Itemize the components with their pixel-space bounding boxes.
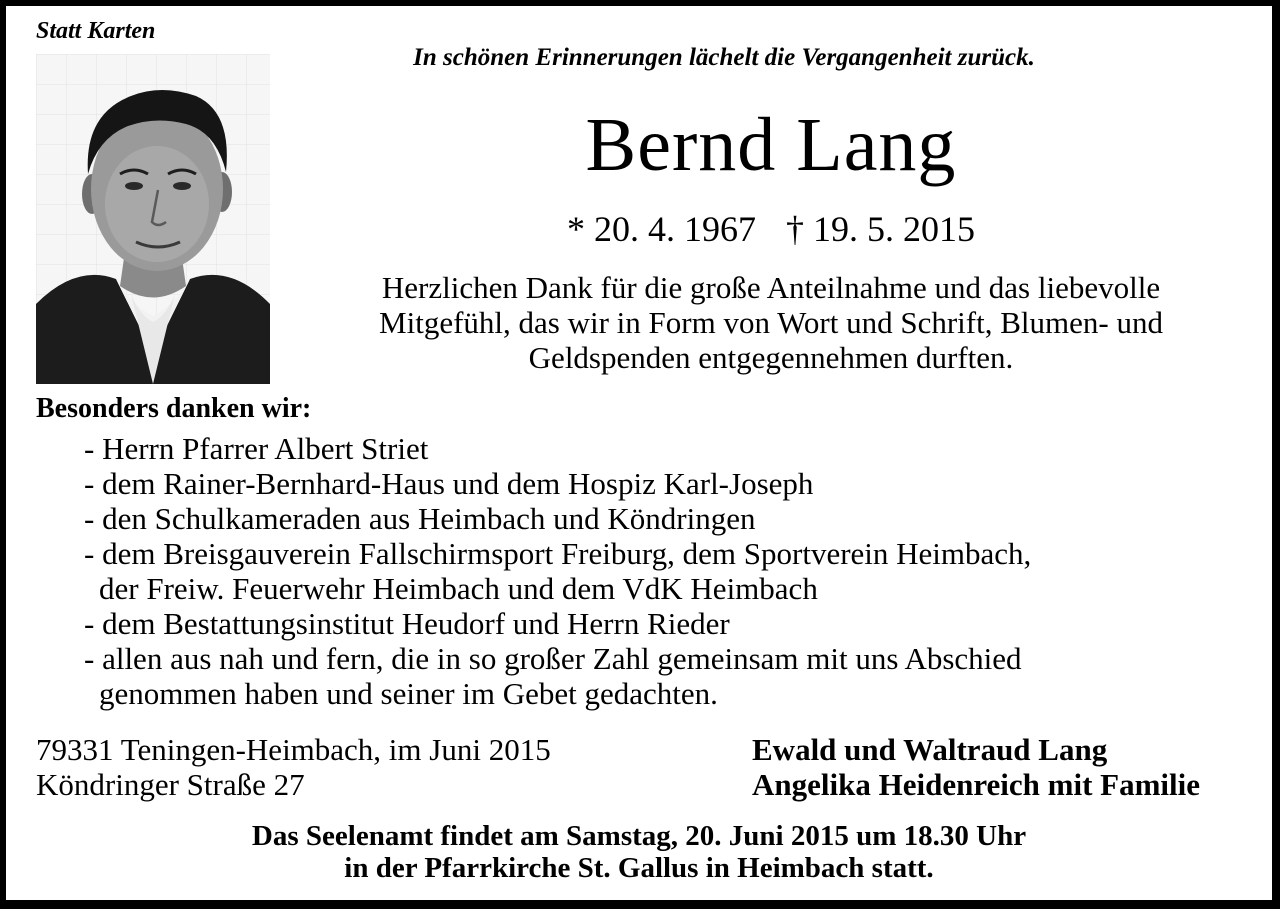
deceased-name: Bernd Lang	[585, 103, 957, 187]
service-notice	[6, 820, 1272, 884]
family-signature	[752, 732, 1200, 802]
address-block	[36, 732, 551, 802]
list-item: - allen aus nah und fern, die in so großer Zahl gemeinsam mit uns Abschied	[84, 641, 1022, 676]
list-item-continuation: genommen haben und seiner im Gebet gedachten.	[99, 676, 718, 711]
thanks-line: Mitgefühl, das wir in Form von Wort und Schrift, Blumen- und	[379, 305, 1163, 340]
list-item: - dem Bestattungsinstitut Heudorf und Herrn Rieder	[84, 606, 730, 641]
life-dates	[336, 208, 1206, 250]
besonders-heading: Besonders danken wir:	[36, 393, 312, 424]
address-line: Köndringer Straße 27	[36, 767, 305, 802]
list-item: - den Schulkameraden aus Heimbach und Köndringen	[84, 501, 756, 536]
family-line: Angelika Heidenreich mit Familie	[752, 767, 1201, 802]
list-item: - Herrn Pfarrer Albert Striet	[84, 431, 429, 466]
service-line: in der Pfarrkirche St. Gallus in Heimbach statt.	[344, 852, 934, 884]
list-item: - dem Breisgauverein Fallschirmsport Freiburg, dem Sportverein Heimbach,	[84, 536, 1032, 571]
obituary-card	[6, 6, 1272, 900]
service-line: Das Seelenamt findet am Samstag, 20. Juni 2015 um 18.30 Uhr	[251, 820, 1027, 852]
portrait-photo	[36, 54, 270, 384]
memorial-quote: In schönen Erinnerungen lächelt die Vergangenheit zurück.	[413, 44, 1035, 71]
list-item: - dem Rainer-Bernhard-Haus und dem Hospiz Karl-Joseph	[84, 466, 814, 501]
family-line: Ewald und Waltraud Lang	[752, 732, 1108, 767]
list-item-continuation: der Freiw. Feuerwehr Heimbach und dem VdK Heimbach	[99, 571, 818, 606]
thanks-line: Herzlichen Dank für die große Anteilnahme und das liebevolle	[381, 270, 1161, 305]
death-date: † 19. 5. 2015	[786, 209, 975, 249]
thanks-paragraph	[306, 270, 1236, 375]
statt-karten-label: Statt Karten	[36, 18, 156, 44]
thanks-line: Geldspenden entgegennehmen durften.	[528, 340, 1014, 375]
birth-date: * 20. 4. 1967	[567, 209, 756, 249]
address-line: 79331 Teningen-Heimbach, im Juni 2015	[36, 732, 551, 767]
thanks-list	[84, 431, 1031, 711]
